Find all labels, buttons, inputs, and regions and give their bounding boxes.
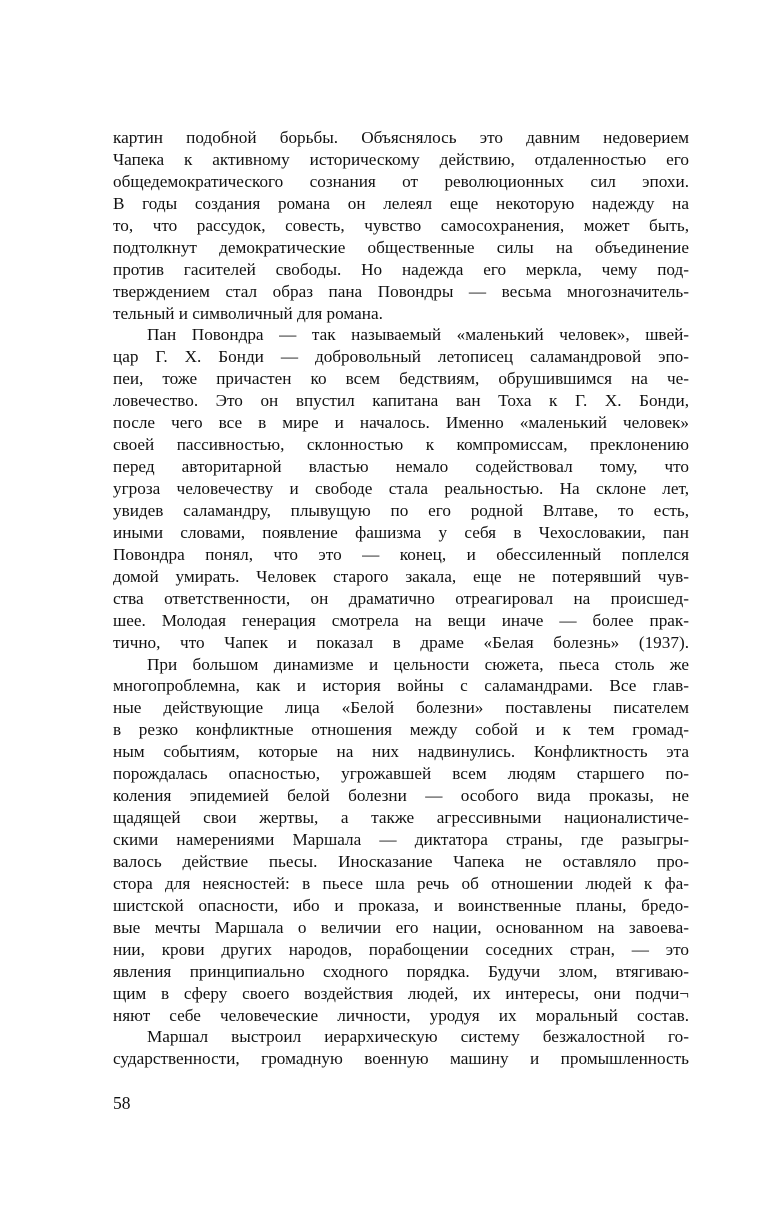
text-line: многопроблемна, как и история войны с саламандрами. Все глав- xyxy=(113,676,689,696)
text-line: перед авторитарной властью немало содействовал тому, что xyxy=(113,457,689,477)
text-line: Чапека к активному историческому действию, отдаленностью его xyxy=(113,149,689,169)
body-text xyxy=(113,127,689,1070)
text-line: сударственности, громадную военную машину и промышленность xyxy=(113,1049,689,1069)
text-line: против гасителей свободы. Но надежда его меркла, чему под- xyxy=(113,259,689,279)
text-line: щадящей свои жертвы, а также агрессивными националистиче- xyxy=(113,808,689,828)
text-line: общедемократического сознания от революционных сил эпохи. xyxy=(113,171,689,191)
text-line: ловечество. Это он впустил капитана ван Тоха к Г. Х. Бонди, xyxy=(113,391,689,411)
text-line: угроза человечеству и свободе стала реальностью. На склоне лет, xyxy=(113,479,689,498)
text-line: ства ответственности, он драматично отреагировал на происшед- xyxy=(113,588,689,608)
text-line: после чего все в мире и началось. Именно «маленький человек» xyxy=(113,413,689,433)
text-line: щим в сферу своего воздействия людей, их интересы, они подчи¬ xyxy=(113,983,689,1003)
text-line: увидев саламандру, плывущую по его родной Влтаве, то есть, xyxy=(113,500,689,520)
text-line: В годы создания романа он лелеял еще некоторую надежду на xyxy=(113,193,689,213)
text-line: в резко конфликтные отношения между собой и к тем громад- xyxy=(113,720,689,740)
text-line: своей пассивностью, склонностью к компромиссам, преклонению xyxy=(113,435,689,455)
text-line: подтолкнут демократические общественные силы на объединение xyxy=(113,237,689,257)
text-line: Пан Повондра — так называемый «маленький человек», швей- xyxy=(147,325,689,345)
text-line: то, что рассудок, совесть, чувство самосохранения, может быть, xyxy=(113,215,689,235)
text-line: порождалась опасностью, угрожавшей всем людям старшего по- xyxy=(113,764,689,784)
text-line: картин подобной борьбы. Объяснялось это давним недоверием xyxy=(113,128,689,147)
text-line: домой умирать. Человек старого закала, еще не потерявший чув- xyxy=(113,566,689,586)
text-line: пеи, тоже причастен ко всем бедствиям, обрушившимся на че- xyxy=(113,369,689,389)
text-line: коления эпидемией белой болезни — особого вида проказы, не xyxy=(113,786,689,806)
text-line: явления принципиально сходного порядка. Будучи злом, втягиваю- xyxy=(113,961,689,981)
text-line: цар Г. Х. Бонди — добровольный летописец саламандровой эпо- xyxy=(113,347,689,367)
text-line: тично, что Чапек и показал в драме «Белая болезнь» (1937). xyxy=(113,632,689,652)
text-line: При большом динамизме и цельности сюжета, пьеса столь же xyxy=(147,654,689,674)
text-line: нии, крови других народов, порабощении соседних стран, — это xyxy=(113,939,689,959)
text-line: валось действие пьесы. Иносказание Чапека не оставляло про- xyxy=(113,851,689,871)
text-line: стора для неясностей: в пьесе шла речь об отношении людей к фа- xyxy=(113,873,689,893)
text-line: шистской опасности, ибо и проказа, и воинственные планы, бредо- xyxy=(113,895,689,915)
text-line: ным событиям, которые на них надвинулись. Конфликтность эта xyxy=(113,742,689,762)
text-line: вые мечты Маршала о величии его нации, основанном на завоева- xyxy=(113,917,689,937)
text-line: тверждением стал образ пана Повондры — весьма многозначитель- xyxy=(113,281,689,301)
text-line: ные действующие лица «Белой болезни» поставлены писателем xyxy=(113,698,689,718)
text-line: Повондра понял, что это — конец, и обессиленный поплелся xyxy=(113,544,689,564)
text-line: иными словами, появление фашизма у себя в Чехословакии, пан xyxy=(113,522,689,542)
text-line: Маршал выстроил иерархическую систему безжалостной го- xyxy=(147,1027,689,1047)
page-number: 58 xyxy=(113,1093,131,1113)
text-line: шее. Молодая генерация смотрела на вещи иначе — более прак- xyxy=(113,610,689,630)
text-line: няют себе человеческие личности, уродуя их моральный состав. xyxy=(113,1005,689,1025)
text-line: тельный и символичный для романа. xyxy=(113,303,383,323)
text-line: скими намерениями Маршала — диктатора страны, где разыгры- xyxy=(113,830,689,849)
